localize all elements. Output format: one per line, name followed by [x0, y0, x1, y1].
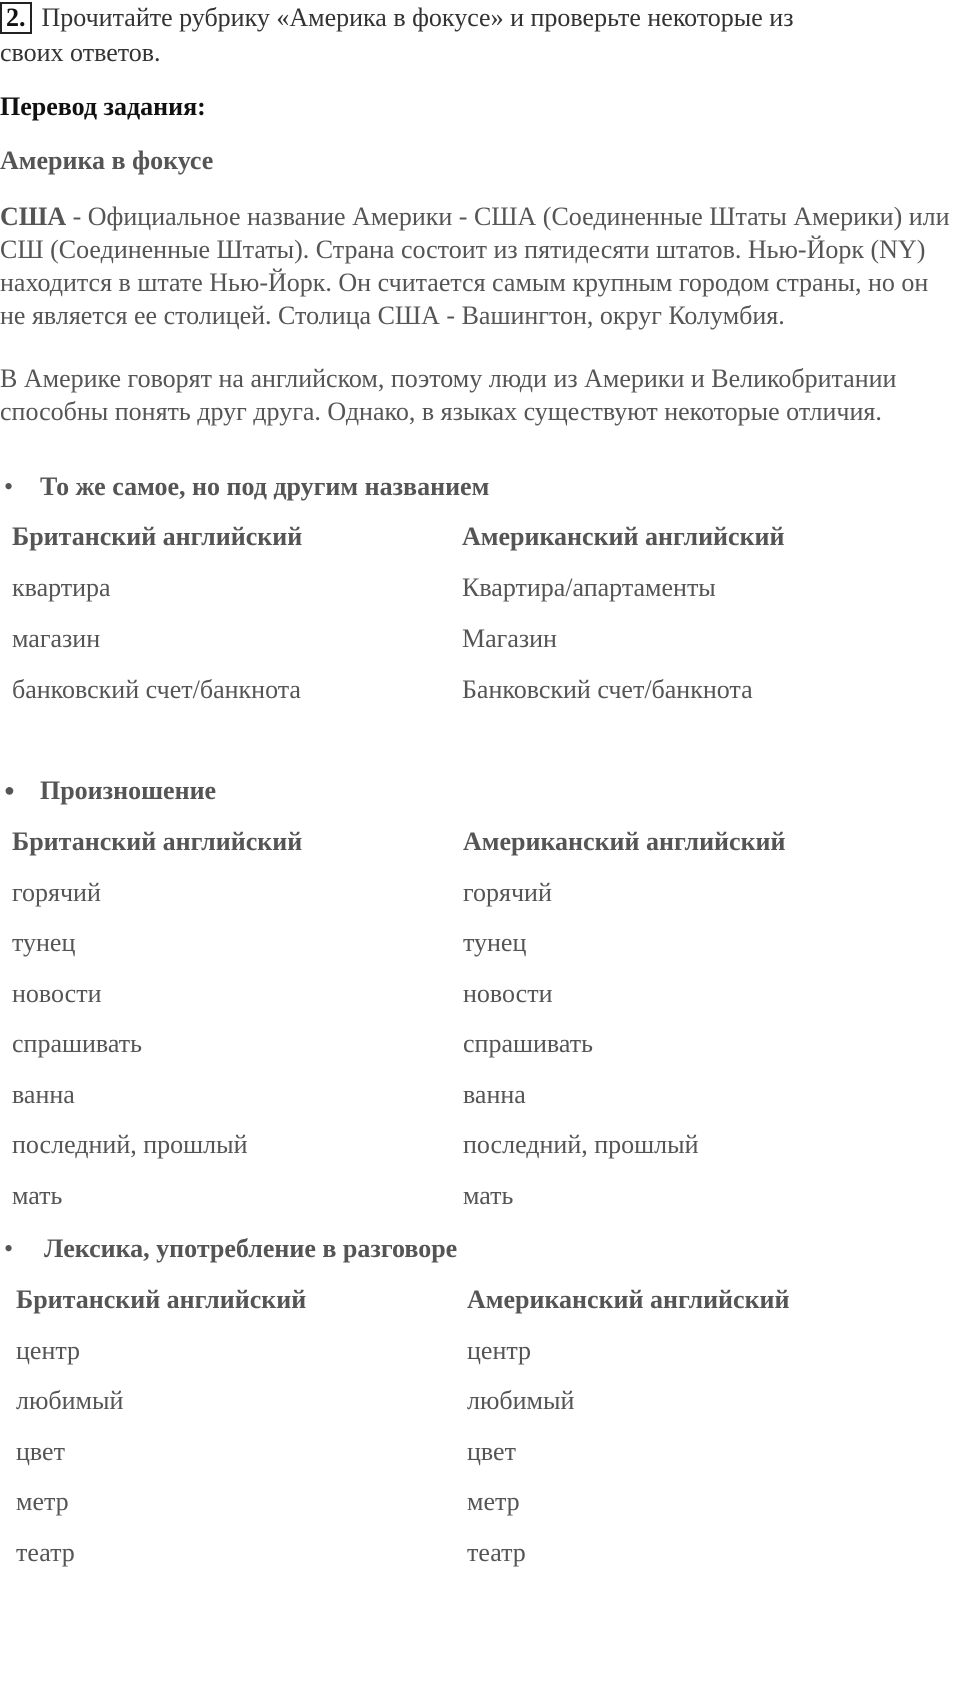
section-2-heading: ● Произношение	[0, 776, 216, 806]
table-header-american: Американский английский	[463, 827, 786, 856]
table-cell-british: последний, прошлый	[12, 1130, 248, 1159]
table-cell-american: метр	[467, 1487, 520, 1516]
task-instruction-line1: 2. Прочитайте рубрику «Америка в фокусе» и проверьте некоторые из	[0, 2, 794, 34]
bullet-icon: •	[4, 1234, 14, 1263]
table-header-american: Американский английский	[467, 1285, 790, 1314]
table-cell-british: спрашивать	[12, 1029, 142, 1058]
table-cell-american: горячий	[463, 878, 552, 907]
translation-heading: Перевод задания:	[0, 92, 206, 121]
bullet-icon: •	[4, 472, 14, 501]
table-cell-british: новости	[12, 979, 102, 1008]
table-header-british: Британский английский	[12, 522, 303, 551]
section-3-heading: • Лексика, употребление в разговоре	[0, 1234, 457, 1264]
table-cell-british: квартира	[12, 573, 111, 602]
table-cell-american: Квартира/апартаменты	[462, 573, 716, 602]
table-cell-american: Магазин	[462, 624, 557, 653]
table-cell-british: мать	[12, 1181, 63, 1210]
section-1-heading: • То же самое, но под другим названием	[0, 472, 489, 502]
table-cell-british: любимый	[16, 1386, 124, 1415]
table-cell-british: театр	[16, 1538, 75, 1567]
paragraph-usa: США - Официальное название Америки - США (Соединенные Штаты Америки) или СШ (Соединенные Штаты). Страна состоит из пятидесяти штатов. Нью-Йорк (NY) находится в штате Нью-Йорк. Он считается самым крупным городом страны, но он не является ее столицей. Столица США - Вашингтон, округ Колумбия.	[0, 202, 950, 330]
table-cell-british: тунец	[12, 928, 76, 957]
table-cell-british: горячий	[12, 878, 101, 907]
table-cell-american: спрашивать	[463, 1029, 593, 1058]
table-cell-british: метр	[16, 1487, 69, 1516]
table-cell-american: цвет	[467, 1437, 516, 1466]
table-cell-british: ванна	[12, 1080, 75, 1109]
table-cell-british: центр	[16, 1336, 81, 1365]
table-cell-american: мать	[463, 1181, 514, 1210]
paragraph-language: В Америке говорят на английском, поэтому люди из Америки и Великобритании способны понять друг друга. Однако, в языках существуют некоторые отличия.	[0, 364, 897, 426]
table-cell-american: последний, прошлый	[463, 1130, 699, 1159]
table-cell-american: театр	[467, 1538, 526, 1567]
table-cell-american: любимый	[467, 1386, 575, 1415]
table-cell-american: центр	[467, 1336, 532, 1365]
task-number: 2.	[0, 2, 32, 34]
table-header-british: Британский английский	[12, 827, 303, 856]
section-title: Америка в фокусе	[0, 146, 214, 175]
table-cell-british: банковский счет/банкнота	[12, 675, 301, 704]
bullet-icon: ●	[4, 780, 15, 800]
table-cell-american: ванна	[463, 1080, 526, 1109]
table-cell-british: цвет	[16, 1437, 65, 1466]
table-cell-british: магазин	[12, 624, 101, 653]
table-cell-american: Банковский счет/банкнота	[462, 675, 753, 704]
paragraph-usa-lead: США	[0, 202, 67, 231]
table-cell-american: тунец	[463, 928, 527, 957]
table-cell-american: новости	[463, 979, 553, 1008]
task-instruction-line2: своих ответов.	[0, 38, 161, 67]
table-header-american: Американский английский	[462, 522, 785, 551]
table-header-british: Британский английский	[16, 1285, 307, 1314]
